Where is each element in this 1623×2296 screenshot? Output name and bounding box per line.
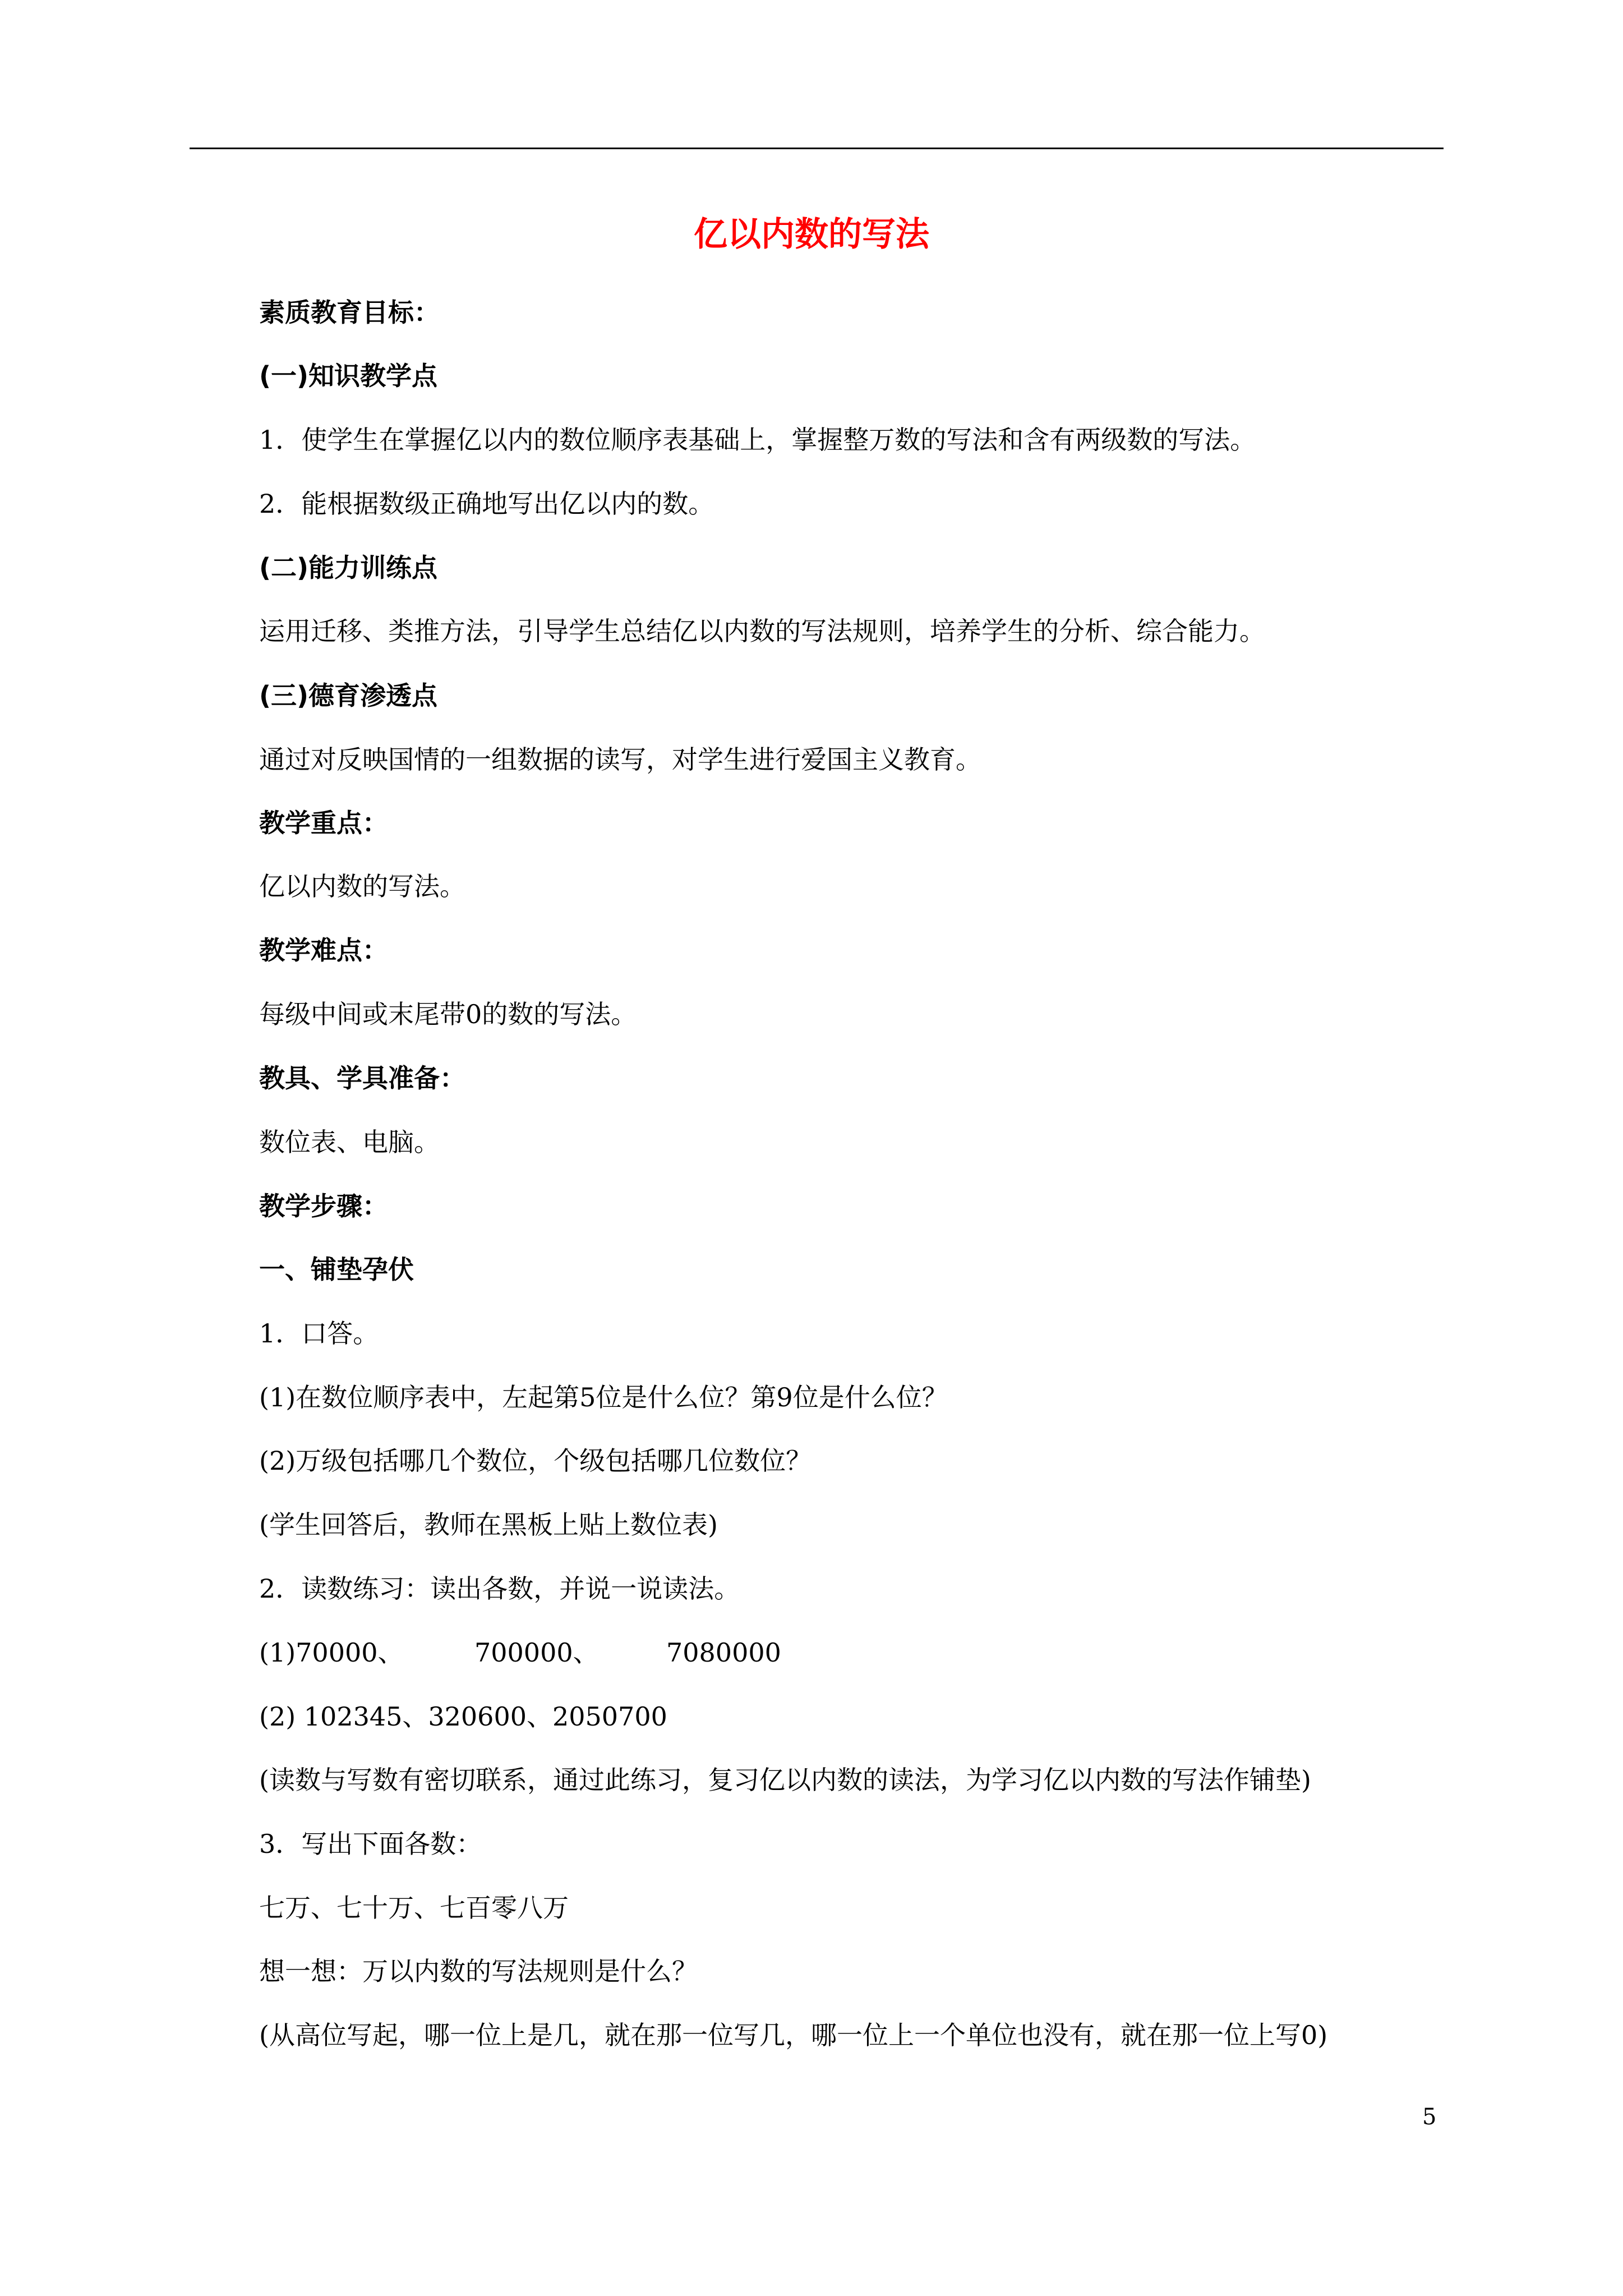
paragraph-student-answer-note: (学生回答后，教师在黑板上贴上数位表) — [259, 1510, 718, 1540]
paragraph-number-words: 七万、七十万、七百零八万 — [259, 1893, 569, 1923]
heading-objectives: 素质教育目标： — [259, 297, 440, 328]
heading-teaching-steps: 教学步骤： — [259, 1191, 388, 1221]
paragraph-reading-practice: 2．读数练习：读出各数，并说一说读法。 — [259, 1573, 740, 1604]
paragraph-writing-rule: (从高位写起，哪一位上是几，就在那一位写几，哪一位上一个单位也没有，就在那一位上写0) — [259, 2020, 1328, 2050]
number-item: 7080000 — [666, 1637, 781, 1668]
paragraph-reading-note: (读数与写数有密切联系，通过此练习，复习亿以内数的读法，为学习亿以内数的写法作铺垫) — [259, 1765, 1311, 1795]
paragraph-write-numbers: 3．写出下面各数： — [259, 1829, 482, 1859]
paragraph-question-1: (1)在数位顺序表中，左起第5位是什么位？第9位是什么位？ — [259, 1382, 948, 1412]
paragraph-knowledge-2: 2．能根据数级正确地写出亿以内的数。 — [259, 489, 714, 519]
number-row-2: (2) 102345、320600、2050700 — [259, 1701, 667, 1732]
heading-difficult-points: 教学难点： — [259, 935, 388, 965]
number-item: 700000、 — [474, 1637, 599, 1668]
heading-materials: 教具、学具准备： — [259, 1063, 465, 1093]
paragraph-materials: 数位表、电脑。 — [259, 1127, 440, 1157]
heading-knowledge-points: (一)知识教学点 — [259, 361, 438, 391]
paragraph-knowledge-1: 1．使学生在掌握亿以内的数位顺序表基础上，掌握整万数的写法和含有两级数的写法。 — [259, 425, 1256, 455]
paragraph-key-points: 亿以内数的写法。 — [259, 871, 465, 901]
heading-step-one: 一、铺垫孕伏 — [259, 1254, 414, 1285]
number-item: (1)70000、 — [259, 1637, 404, 1668]
heading-moral-points: (三)德育渗透点 — [259, 680, 438, 711]
heading-ability-points: (二)能力训练点 — [259, 553, 438, 583]
paragraph-oral-answer: 1．口答。 — [259, 1318, 379, 1349]
paragraph-moral: 通过对反映国情的一组数据的读写，对学生进行爱国主义教育。 — [259, 744, 981, 775]
document-title: 亿以内数的写法 — [694, 215, 929, 254]
page-number: 5 — [1422, 2104, 1437, 2130]
paragraph-ability: 运用迁移、类推方法，引导学生总结亿以内数的写法规则，培养学生的分析、综合能力。 — [259, 616, 1265, 646]
paragraph-difficult-points: 每级中间或末尾带0的数的写法。 — [259, 999, 637, 1029]
paragraph-think: 想一想：万以内数的写法规则是什么？ — [259, 1956, 698, 1986]
paragraph-question-2: (2)万级包括哪几个数位，个级包括哪几位数位？ — [259, 1446, 812, 1476]
header-rule — [190, 148, 1444, 149]
heading-key-points: 教学重点： — [259, 808, 388, 838]
